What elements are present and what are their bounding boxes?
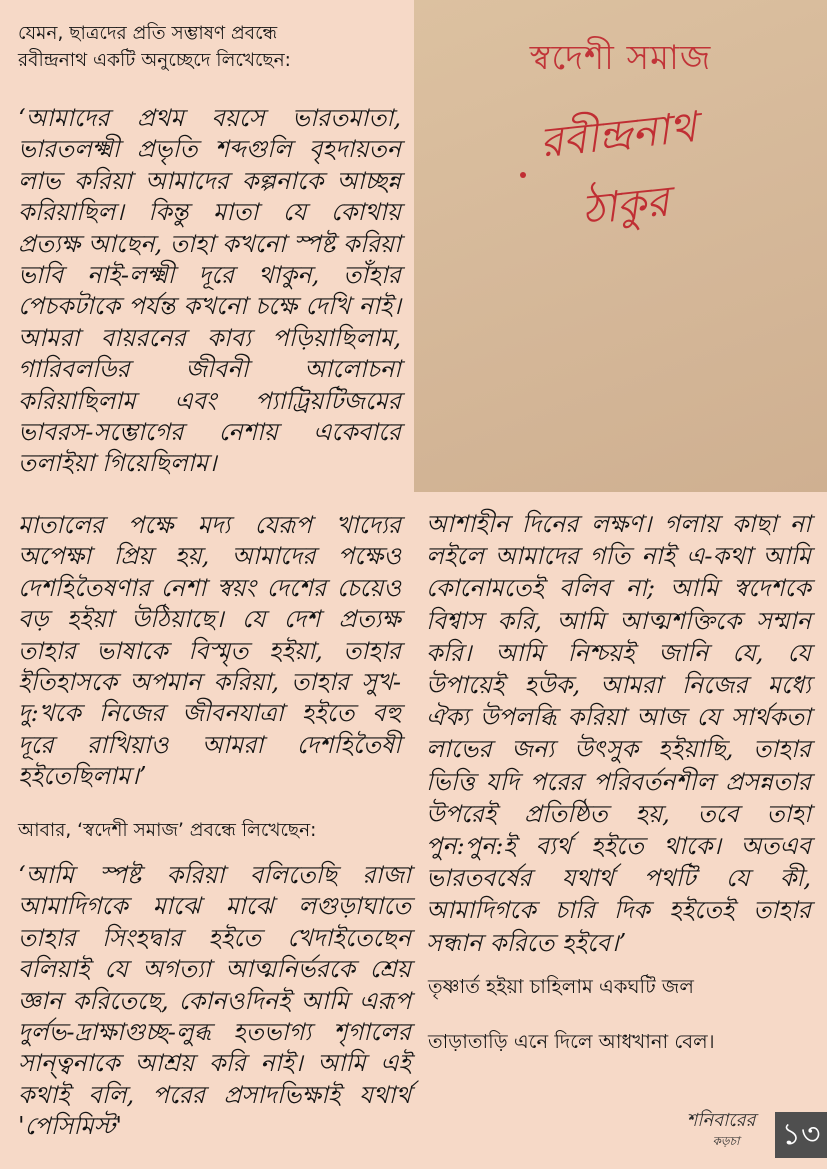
- intro-text: যেমন, ছাত্রদের প্রতি সম্ভাষণ প্রবন্ধে রবীন্দ্রনাথ একটি অনুচ্ছেদে লিখেছেন:: [18, 23, 291, 71]
- verse-line-2: তাড়াতাড়ি এনে দিলে আধখানা বেল।: [428, 1030, 715, 1053]
- verse-line-1: তৃষ্ণার্ত হইয়া চাহিলাম একঘটি জল: [428, 975, 694, 998]
- book-cover: [414, 0, 827, 492]
- brand-logo: [678, 1108, 764, 1156]
- brand-logo-main: শনিবারের: [686, 1110, 756, 1131]
- quote-2-part-2: আশাহীন দিনের লক্ষণ। গলায় কাছা না লইলে আমাদের গতি নাই এ-কথা আমি কোনোমতেই বলিব না; আমি স্বদেশকে বিশ্বাস করি, আমি আত্মশক্তিকে সম্মান করি। আমি নিশ্চয়ই জানি যে, যে উপায়েই হউক, আমরা নিজের মধ্যে ঐক্য উপলব্ধি করিয়া আজ যে সার্থকতা লাভের জন্য উৎসুক হইয়াছি, তাহার ভিত্তি যদি পরের পরিবর্তনশীল প্রসন্নতার উপরেই প্রতিষ্ঠিত হয়, তবে তাহা পুন:পুন:ই ব্যর্থ হইতে থাকে। অতএব ভারতবর্ষের যথার্থ পথটি যে কী, আমাদিগকে চারি দিক হইতেই তাহার সন্ধান করিতে হইবে।’: [426, 510, 811, 957]
- book-cover-author-signature: রবীন্দ্রনাথ ঠাকুর: [537, 102, 699, 235]
- signature-dot: [520, 172, 526, 178]
- book-cover-title: স্বদেশী সমাজ: [529, 38, 712, 78]
- page-number: ১৩: [775, 1112, 827, 1158]
- quote-2-part-1: ‘আমি স্পষ্ট করিয়া বলিতেছি রাজা আমাদিগকে মাঝে মাঝে লগুড়াঘাতে তাহার সিংহদ্বার হইতে খেদাইতেছেন বলিয়াই যে অগত্যা আত্মনির্ভরকে শ্রেয় জ্ঞান করিতেছে, কোনওদিনই আমি এরূপ দুর্লভ-দ্রাক্ষাগুচ্ছ-লুব্ধ হতভাগ্য শৃগালের সান্ত্বনাকে আশ্রয় করি নাই। আমি এই কথাই বলি, পরের প্রসাদভিক্ষাই যথার্থ 'পেসিমিস্ট': [18, 861, 411, 1141]
- quote-1-part-1: ‘আমাদের প্রথম বয়সে ভারতমাতা, ভারতলক্ষ্মী প্রভৃতি শব্দগুলি বৃহদায়তন লাভ করিয়া আমাদের কল্পনাকে আচ্ছন্ন করিয়াছিল। কিন্তু মাতা যে কোথায় প্রত্যক্ষ আছেন, তাহা কখনো স্পষ্ট করিয়া ভাবি নাই-লক্ষ্মী দূরে থাকুন, তাঁহার পেচকটাকে পর্যন্ত কখনো চক্ষে দেখি নাই। আমরা বায়রনের কাব্য পড়িয়াছিলাম, গারিবলডির জীবনী আলোচনা করিয়াছিলাম এবং প্যাট্রিয়টিজমের ভাবরস-সম্ভোগের নেশায় একেবারে তলাইয়া গিয়েছিলাম।: [18, 104, 401, 478]
- brand-logo-sub: কড়চা: [712, 1134, 740, 1148]
- quote-1-part-2: মাতালের পক্ষে মদ্য যেরূপ খাদ্যের অপেক্ষা প্রিয় হয়, আমাদের পক্ষেও দেশহিতৈষণার নেশা স্বয়ং দেশের চেয়েও বড় হইয়া উঠিয়াছে। যে দেশ প্রত্যক্ষ তাহার ভাষাকে বিস্মৃত হইয়া, তাহার ইতিহাসকে অপমান করিয়া, তাহার সুখ-দু:খকে নিজের জীবনযাত্রা হইতে বহু দূরে রাখিয়াও আমরা দেশহিতৈষী হইতেছিলাম।’: [18, 511, 401, 791]
- intro-2-text: আবার, ‘স্বদেশী সমাজ’ প্রবন্ধে লিখেছেন:: [18, 820, 317, 841]
